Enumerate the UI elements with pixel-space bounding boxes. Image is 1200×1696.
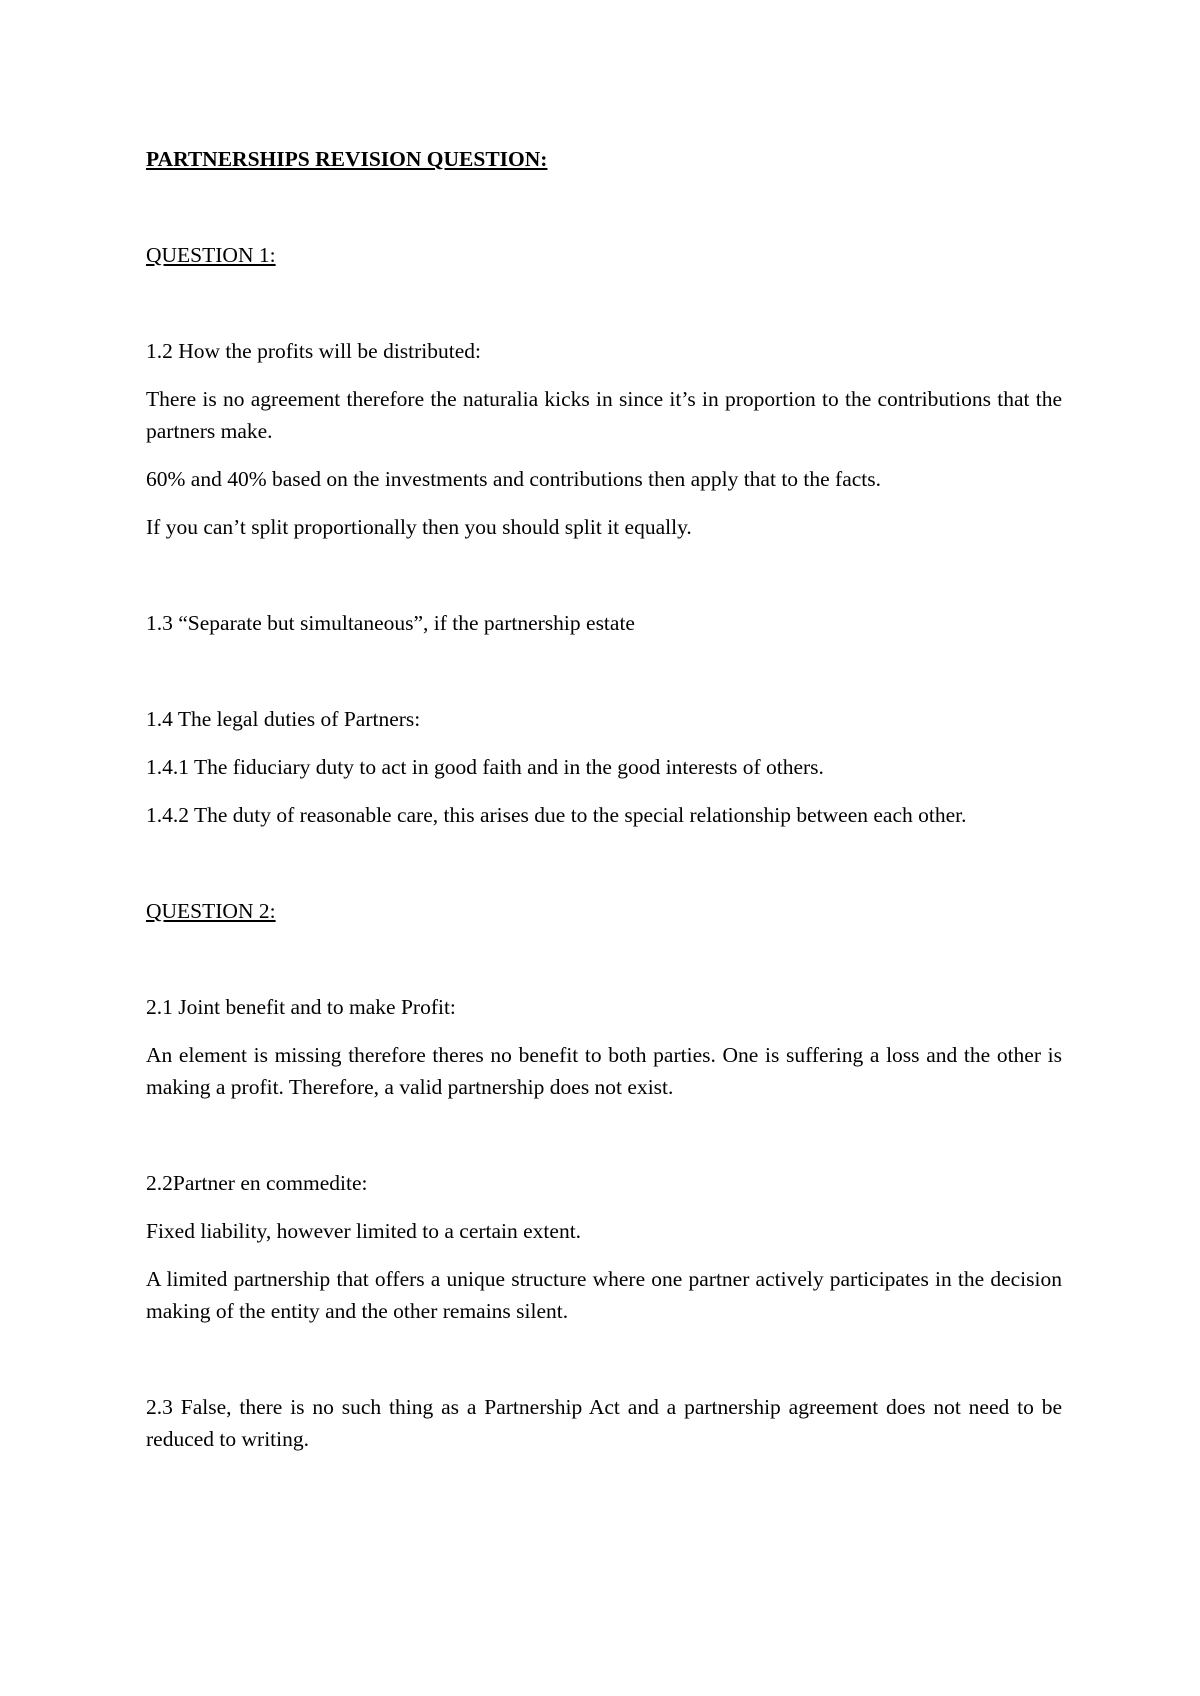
document-title: PARTNERSHIPS REVISION QUESTION: xyxy=(146,147,548,171)
q2-1-paragraph-1: An element is missing therefore theres no benefit to both parties. One is suffering a loss and the other is making a profit. Therefore, a valid partnership does not exist. xyxy=(146,1043,1062,1099)
q1-2-paragraph-2: 60% and 40% based on the investments and contributions then apply that to the facts. xyxy=(146,467,882,491)
q2-3-text: 2.3 False, there is no such thing as a Partnership Act and a partnership agreement does not need to be reduced to writing. xyxy=(146,1395,1062,1451)
question-1-heading: QUESTION 1: xyxy=(146,243,276,267)
q1-3-text: 1.3 “Separate but simultaneous”, if the partnership estate xyxy=(146,611,635,635)
q2-2-paragraph-2: A limited partnership that offers a unique structure where one partner actively participates in the decision making of the entity and the other remains silent. xyxy=(146,1267,1062,1323)
q1-4-2-text: 1.4.2 The duty of reasonable care, this arises due to the special relationship between each other. xyxy=(146,803,967,827)
q1-2-paragraph-3: If you can’t split proportionally then you should split it equally. xyxy=(146,515,692,539)
q2-2-paragraph-1: Fixed liability, however limited to a certain extent. xyxy=(146,1219,582,1243)
q1-2-paragraph-1: There is no agreement therefore the naturalia kicks in since it’s in proportion to the contributions that the partners make. xyxy=(146,387,1062,443)
q2-1-heading: 2.1 Joint benefit and to make Profit: xyxy=(146,995,456,1019)
q1-4-1-text: 1.4.1 The fiduciary duty to act in good faith and in the good interests of others. xyxy=(146,755,824,779)
document-body xyxy=(146,143,1062,1455)
q2-2-heading: 2.2Partner en commedite: xyxy=(146,1171,368,1195)
q1-4-heading: 1.4 The legal duties of Partners: xyxy=(146,707,421,731)
question-2-heading: QUESTION 2: xyxy=(146,899,276,923)
q1-2-heading: 1.2 How the profits will be distributed: xyxy=(146,339,482,363)
